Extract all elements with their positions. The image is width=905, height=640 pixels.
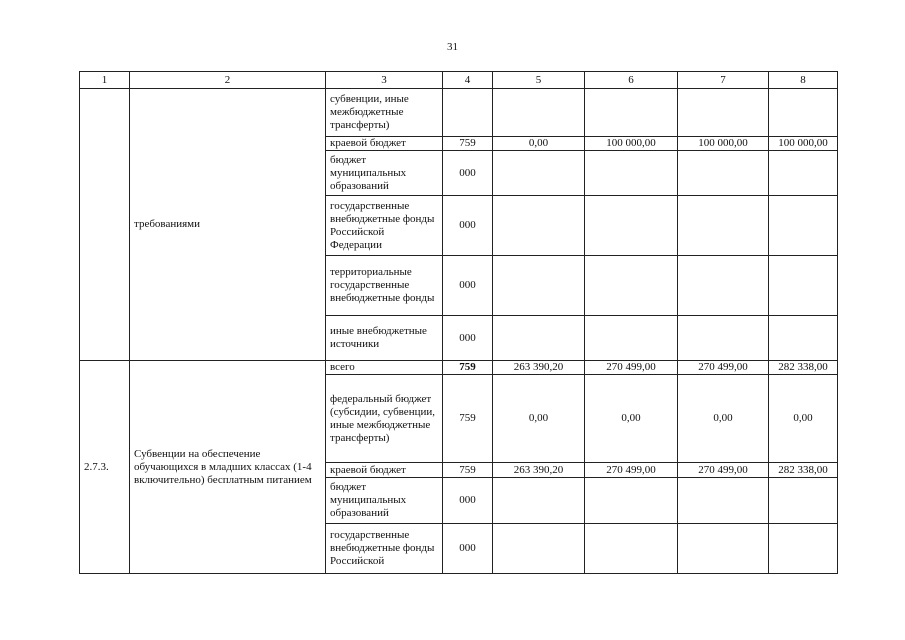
code-cell: 759 <box>443 375 493 463</box>
value-cell <box>493 478 585 524</box>
value-cell <box>585 151 678 196</box>
value-cell <box>678 316 769 361</box>
value-cell <box>493 524 585 574</box>
value-cell <box>769 478 838 524</box>
code-cell: 000 <box>443 524 493 574</box>
source-cell: бюджет муниципальных образований <box>326 478 443 524</box>
code-cell: 000 <box>443 196 493 256</box>
description-cell: требованиями <box>130 89 326 361</box>
value-cell <box>678 524 769 574</box>
value-cell <box>769 524 838 574</box>
value-cell <box>585 478 678 524</box>
value-cell <box>585 196 678 256</box>
header-cell: 1 <box>80 72 130 89</box>
value-cell: 270 499,00 <box>585 463 678 478</box>
value-cell <box>678 151 769 196</box>
table-row <box>80 89 838 137</box>
value-cell: 263 390,20 <box>493 361 585 375</box>
value-cell <box>585 524 678 574</box>
budget-table <box>79 71 838 574</box>
value-cell: 0,00 <box>585 375 678 463</box>
value-cell <box>493 256 585 316</box>
header-cell: 6 <box>585 72 678 89</box>
value-cell <box>678 196 769 256</box>
value-cell: 270 499,00 <box>678 361 769 375</box>
row-number-cell: 2.7.3. <box>80 361 130 574</box>
value-cell: 100 000,00 <box>585 137 678 151</box>
value-cell <box>678 89 769 137</box>
code-cell <box>443 89 493 137</box>
code-cell: 000 <box>443 151 493 196</box>
value-cell <box>769 151 838 196</box>
value-cell: 0,00 <box>493 137 585 151</box>
code-cell: 759 <box>443 361 493 375</box>
header-cell: 4 <box>443 72 493 89</box>
code-cell: 759 <box>443 137 493 151</box>
value-cell <box>678 256 769 316</box>
header-cell: 5 <box>493 72 585 89</box>
value-cell <box>493 89 585 137</box>
source-cell: краевой бюджет <box>326 463 443 478</box>
source-cell: федеральный бюджет (субсидии, субвенции, иные межбюджетные трансферты) <box>326 375 443 463</box>
value-cell: 263 390,20 <box>493 463 585 478</box>
source-cell: территориальные государственные внебюджетные фонды <box>326 256 443 316</box>
value-cell <box>678 478 769 524</box>
row-number-cell <box>80 89 130 361</box>
value-cell <box>493 151 585 196</box>
value-cell: 270 499,00 <box>585 361 678 375</box>
source-cell: краевой бюджет <box>326 137 443 151</box>
value-cell <box>769 89 838 137</box>
value-cell: 100 000,00 <box>769 137 838 151</box>
value-cell <box>769 316 838 361</box>
header-row <box>80 72 838 89</box>
description-cell: Субвенции на обеспечение обучающихся в младших классах (1-4 включительно) бесплатным питанием <box>130 361 326 574</box>
header-cell: 7 <box>678 72 769 89</box>
header-cell: 8 <box>769 72 838 89</box>
value-cell: 100 000,00 <box>678 137 769 151</box>
table-row <box>80 361 838 375</box>
source-cell: субвенции, иные межбюджетные трансферты) <box>326 89 443 137</box>
value-cell <box>769 196 838 256</box>
value-cell <box>585 89 678 137</box>
value-cell: 282 338,00 <box>769 463 838 478</box>
code-cell: 759 <box>443 463 493 478</box>
code-cell: 000 <box>443 256 493 316</box>
source-cell: государственные внебюджетные фонды Российской Федерации <box>326 196 443 256</box>
source-cell: бюджет муниципальных образований <box>326 151 443 196</box>
source-cell: иные внебюджетные источники <box>326 316 443 361</box>
header-cell: 2 <box>130 72 326 89</box>
value-cell: 282 338,00 <box>769 361 838 375</box>
value-cell <box>493 196 585 256</box>
page-number: 31 <box>447 41 458 53</box>
source-cell: государственные внебюджетные фонды Российской <box>326 524 443 574</box>
value-cell <box>585 256 678 316</box>
source-cell: всего <box>326 361 443 375</box>
value-cell: 0,00 <box>493 375 585 463</box>
value-cell: 270 499,00 <box>678 463 769 478</box>
value-cell: 0,00 <box>678 375 769 463</box>
header-cell: 3 <box>326 72 443 89</box>
value-cell <box>585 316 678 361</box>
value-cell <box>493 316 585 361</box>
value-cell: 0,00 <box>769 375 838 463</box>
code-cell: 000 <box>443 316 493 361</box>
value-cell <box>769 256 838 316</box>
code-cell: 000 <box>443 478 493 524</box>
